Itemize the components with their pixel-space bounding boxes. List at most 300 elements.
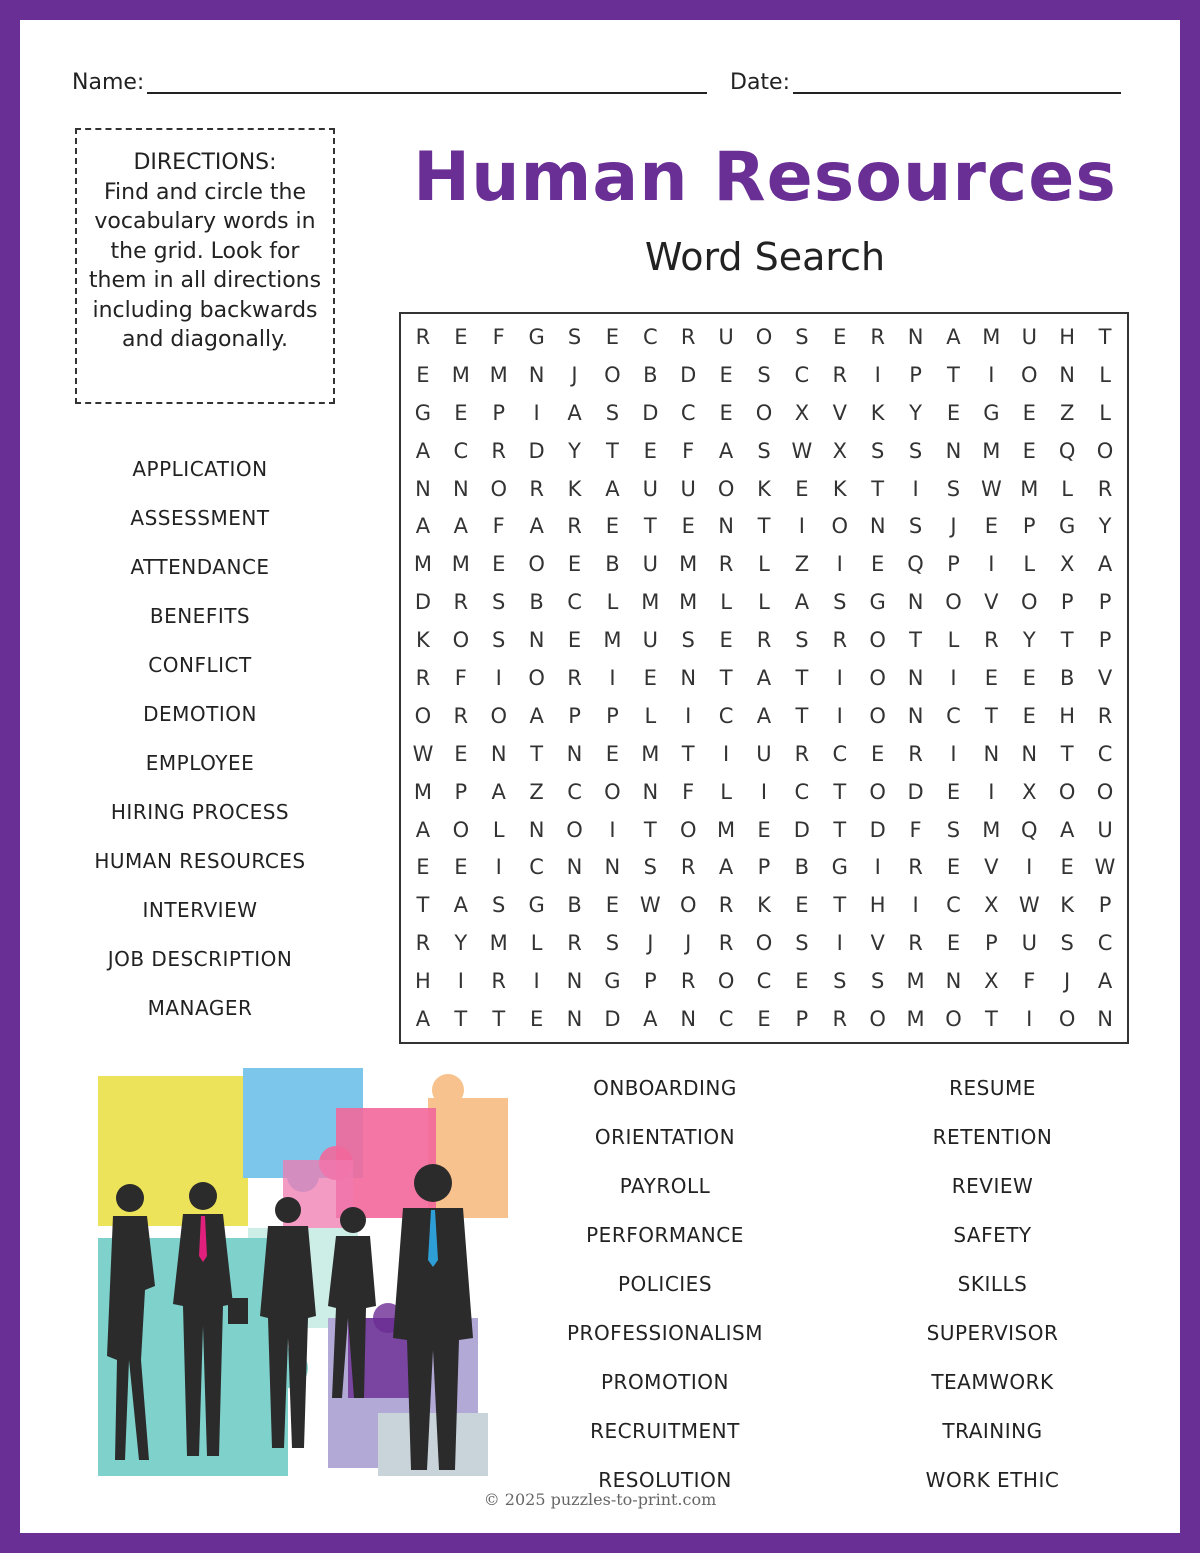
grid-letter[interactable]: L [644, 703, 657, 728]
grid-letter[interactable]: N [566, 741, 583, 766]
grid-letter[interactable]: R [718, 931, 734, 956]
grid-letter[interactable]: W [1018, 893, 1040, 918]
grid-letter[interactable]: P [1098, 893, 1112, 918]
grid-letter[interactable]: E [871, 552, 885, 577]
grid-letter[interactable]: P [1098, 590, 1112, 615]
grid-letter[interactable]: X [832, 438, 847, 463]
grid-letter[interactable]: D [642, 400, 659, 425]
grid-letter[interactable]: A [529, 514, 544, 539]
grid-letter[interactable]: C [1097, 741, 1113, 766]
grid-letter[interactable]: G [528, 893, 545, 918]
grid-letter[interactable]: O [717, 476, 735, 501]
grid-letter[interactable]: N [1059, 362, 1075, 387]
grid-letter[interactable]: J [950, 514, 957, 539]
grid-letter[interactable]: R [453, 590, 469, 615]
grid-letter[interactable]: J [647, 931, 654, 956]
grid-letter[interactable]: H [869, 893, 886, 918]
grid-letter[interactable]: L [606, 590, 619, 615]
grid-letter[interactable]: N [1097, 1007, 1113, 1032]
grid-letter[interactable]: M [413, 779, 432, 804]
grid-letter[interactable]: R [491, 969, 507, 994]
grid-letter[interactable]: S [757, 438, 771, 463]
grid-letter[interactable]: I [950, 741, 957, 766]
grid-letter[interactable]: T [833, 817, 847, 842]
grid-letter[interactable]: E [416, 855, 430, 880]
grid-letter[interactable]: Q [1058, 438, 1076, 463]
grid-letter[interactable]: M [982, 324, 1001, 349]
grid-letter[interactable]: M [603, 628, 622, 653]
grid-letter[interactable]: E [567, 628, 582, 653]
grid-letter[interactable]: S [567, 324, 582, 349]
grid-letter[interactable]: E [492, 552, 506, 577]
grid-letter[interactable]: C [794, 362, 810, 387]
grid-letter[interactable]: A [605, 476, 620, 501]
grid-letter[interactable]: E [1022, 665, 1036, 690]
grid-letter[interactable]: L [530, 931, 543, 956]
grid-letter[interactable]: P [568, 703, 581, 728]
grid-letter[interactable]: R [567, 931, 582, 956]
grid-letter[interactable]: S [833, 590, 847, 615]
grid-letter[interactable]: Y [568, 438, 581, 463]
grid-letter[interactable]: R [908, 741, 923, 766]
grid-letter[interactable]: C [756, 969, 772, 994]
grid-letter[interactable]: K [757, 893, 771, 918]
grid-letter[interactable]: I [760, 779, 768, 804]
grid-letter[interactable]: R [680, 324, 696, 349]
grid-letter[interactable]: D [907, 779, 924, 804]
grid-letter[interactable]: S [908, 438, 923, 463]
grid-letter[interactable]: R [491, 438, 507, 463]
grid-letter[interactable]: Y [1022, 628, 1036, 653]
grid-letter[interactable]: A [453, 893, 469, 918]
grid-letter[interactable]: T [947, 362, 960, 387]
grid-letter[interactable]: C [718, 703, 734, 728]
grid-letter[interactable]: V [984, 855, 999, 880]
grid-letter[interactable]: N [907, 324, 924, 349]
grid-letter[interactable]: M [489, 931, 508, 956]
grid-letter[interactable]: P [492, 400, 506, 425]
grid-letter[interactable]: T [643, 817, 657, 842]
grid-letter[interactable]: U [680, 476, 696, 501]
grid-letter[interactable]: S [833, 969, 847, 994]
grid-letter[interactable]: O [414, 703, 432, 728]
grid-letter[interactable]: K [567, 476, 582, 501]
grid-letter[interactable]: L [1099, 400, 1111, 425]
grid-letter[interactable]: C [529, 855, 544, 880]
grid-letter[interactable]: O [452, 817, 470, 842]
grid-letter[interactable]: O [869, 628, 886, 653]
grid-letter[interactable]: N [566, 1007, 583, 1032]
grid-letter[interactable]: E [605, 741, 620, 766]
grid-letter[interactable]: E [605, 514, 620, 539]
grid-letter[interactable]: Z [794, 552, 810, 577]
grid-letter[interactable]: S [908, 514, 923, 539]
grid-letter[interactable]: A [415, 1007, 431, 1032]
grid-letter[interactable]: T [719, 665, 733, 690]
grid-letter[interactable]: I [836, 552, 843, 577]
grid-letter[interactable]: Z [529, 779, 544, 804]
date-field-line[interactable] [793, 92, 1121, 94]
grid-letter[interactable]: O [566, 817, 583, 842]
grid-letter[interactable]: G [831, 855, 848, 880]
grid-letter[interactable]: O [755, 324, 773, 349]
grid-letter[interactable]: H [1059, 703, 1076, 728]
grid-letter[interactable]: T [833, 893, 847, 918]
grid-letter[interactable]: I [685, 703, 692, 728]
grid-letter[interactable]: S [795, 324, 809, 349]
grid-letter[interactable]: E [643, 438, 657, 463]
grid-letter[interactable]: O [1058, 1007, 1076, 1032]
grid-letter[interactable]: A [491, 779, 506, 804]
grid-letter[interactable]: N [907, 590, 924, 615]
grid-letter[interactable]: I [457, 969, 464, 994]
grid-letter[interactable]: N [869, 514, 886, 539]
grid-letter[interactable]: Q [1020, 817, 1038, 842]
grid-letter[interactable]: S [605, 931, 620, 956]
grid-letter[interactable]: M [679, 590, 698, 615]
grid-letter[interactable]: O [869, 779, 886, 804]
grid-letter[interactable]: T [492, 1007, 506, 1032]
grid-letter[interactable]: T [757, 514, 771, 539]
grid-letter[interactable]: O [452, 628, 470, 653]
grid-letter[interactable]: N [945, 969, 962, 994]
grid-letter[interactable]: H [415, 969, 431, 994]
grid-letter[interactable]: P [757, 855, 771, 880]
grid-letter[interactable]: X [984, 969, 999, 994]
grid-letter[interactable]: E [454, 400, 468, 425]
grid-letter[interactable]: O [490, 476, 507, 501]
grid-letter[interactable]: P [985, 931, 998, 956]
grid-letter[interactable]: M [451, 552, 470, 577]
grid-letter[interactable]: M [489, 362, 508, 387]
grid-letter[interactable]: F [682, 438, 695, 463]
grid-letter[interactable]: K [870, 400, 885, 425]
grid-letter[interactable]: O [679, 817, 697, 842]
grid-letter[interactable]: T [530, 741, 544, 766]
grid-letter[interactable]: A [718, 855, 734, 880]
grid-letter[interactable]: N [945, 438, 962, 463]
grid-letter[interactable]: R [908, 931, 923, 956]
grid-letter[interactable]: E [946, 400, 961, 425]
grid-letter[interactable]: O [1096, 779, 1114, 804]
grid-letter[interactable]: E [871, 741, 885, 766]
grid-letter[interactable]: E [454, 855, 468, 880]
grid-letter[interactable]: U [756, 741, 772, 766]
grid-letter[interactable]: E [454, 741, 468, 766]
grid-letter[interactable]: O [679, 893, 697, 918]
grid-letter[interactable]: M [413, 552, 432, 577]
grid-letter[interactable]: J [1064, 969, 1071, 994]
grid-letter[interactable]: J [571, 362, 578, 387]
grid-letter[interactable]: A [453, 514, 469, 539]
grid-letter[interactable]: M [982, 817, 1001, 842]
grid-letter[interactable]: C [642, 324, 658, 349]
grid-letter[interactable]: D [680, 362, 697, 387]
grid-letter[interactable]: T [871, 476, 885, 501]
grid-letter[interactable]: N [566, 969, 583, 994]
grid-letter[interactable]: E [719, 362, 733, 387]
grid-letter[interactable]: E [795, 969, 809, 994]
grid-letter[interactable]: T [606, 438, 619, 463]
grid-letter[interactable]: O [1020, 590, 1038, 615]
grid-letter[interactable]: Y [1098, 514, 1112, 539]
grid-letter[interactable]: S [871, 438, 885, 463]
grid-letter[interactable]: R [415, 324, 431, 349]
grid-letter[interactable]: B [1059, 665, 1075, 690]
grid-letter[interactable]: R [908, 855, 923, 880]
grid-letter[interactable]: C [567, 590, 582, 615]
grid-letter[interactable]: E [643, 665, 657, 690]
grid-letter[interactable]: S [757, 362, 771, 387]
grid-letter[interactable]: M [641, 590, 660, 615]
grid-letter[interactable]: W [639, 893, 661, 918]
grid-letter[interactable]: I [988, 362, 995, 387]
grid-letter[interactable]: X [794, 400, 810, 425]
grid-letter[interactable]: F [454, 665, 467, 690]
grid-letter[interactable]: B [643, 362, 658, 387]
grid-letter[interactable]: R [567, 514, 582, 539]
grid-letter[interactable]: R [680, 969, 696, 994]
grid-letter[interactable]: I [836, 931, 843, 956]
grid-letter[interactable]: T [454, 1007, 468, 1032]
grid-letter[interactable]: F [1023, 969, 1036, 994]
grid-letter[interactable]: E [946, 855, 961, 880]
grid-letter[interactable]: P [1098, 628, 1112, 653]
grid-letter[interactable]: T [795, 703, 809, 728]
grid-letter[interactable]: W [791, 438, 813, 463]
grid-letter[interactable]: N [907, 665, 924, 690]
grid-letter[interactable]: E [605, 324, 620, 349]
grid-letter[interactable]: T [1060, 628, 1074, 653]
grid-letter[interactable]: A [643, 1007, 658, 1032]
grid-letter[interactable]: T [795, 665, 809, 690]
grid-letter[interactable]: P [606, 703, 619, 728]
grid-letter[interactable]: I [836, 665, 843, 690]
grid-letter[interactable]: U [718, 324, 734, 349]
grid-letter[interactable]: E [757, 817, 771, 842]
grid-letter[interactable]: R [984, 628, 999, 653]
grid-letter[interactable]: D [528, 438, 545, 463]
grid-letter[interactable]: E [1060, 855, 1074, 880]
grid-letter[interactable]: S [795, 931, 809, 956]
grid-letter[interactable]: I [609, 665, 616, 690]
grid-letter[interactable]: M [906, 969, 925, 994]
grid-letter[interactable]: O [1020, 362, 1038, 387]
grid-letter[interactable]: M [641, 741, 660, 766]
grid-letter[interactable]: Y [909, 400, 922, 425]
grid-letter[interactable]: R [680, 855, 696, 880]
grid-letter[interactable]: A [1059, 817, 1075, 842]
grid-letter[interactable]: A [1097, 969, 1113, 994]
grid-letter[interactable]: K [832, 476, 847, 501]
grid-letter[interactable]: S [643, 855, 657, 880]
grid-letter[interactable]: O [717, 969, 735, 994]
grid-letter[interactable]: R [567, 665, 582, 690]
grid-letter[interactable]: Z [1059, 400, 1075, 425]
grid-letter[interactable]: A [415, 817, 431, 842]
grid-letter[interactable]: E [1022, 400, 1036, 425]
grid-letter[interactable]: T [1060, 741, 1074, 766]
name-field-line[interactable] [147, 92, 707, 94]
grid-letter[interactable]: P [1060, 590, 1074, 615]
grid-letter[interactable]: P [795, 1007, 809, 1032]
grid-letter[interactable]: M [717, 817, 736, 842]
grid-letter[interactable]: T [984, 1007, 998, 1032]
grid-letter[interactable]: U [1021, 931, 1037, 956]
grid-letter[interactable]: I [533, 969, 540, 994]
grid-letter[interactable]: S [492, 628, 506, 653]
grid-letter[interactable]: C [453, 438, 469, 463]
grid-letter[interactable]: N [1021, 741, 1038, 766]
grid-letter[interactable]: R [1097, 476, 1113, 501]
grid-letter[interactable]: X [1022, 779, 1037, 804]
grid-letter[interactable]: O [869, 703, 886, 728]
grid-letter[interactable]: G [869, 590, 886, 615]
grid-letter[interactable]: E [833, 324, 847, 349]
grid-letter[interactable]: A [1097, 552, 1113, 577]
grid-letter[interactable]: F [492, 514, 505, 539]
grid-letter[interactable]: O [604, 779, 621, 804]
grid-letter[interactable]: A [756, 703, 772, 728]
grid-letter[interactable]: A [756, 665, 772, 690]
grid-letter[interactable]: O [1096, 438, 1114, 463]
grid-letter[interactable]: A [415, 438, 431, 463]
grid-letter[interactable]: N [528, 628, 545, 653]
grid-letter[interactable]: B [794, 855, 810, 880]
grid-letter[interactable]: D [414, 590, 432, 615]
grid-letter[interactable]: C [832, 741, 848, 766]
grid-letter[interactable]: C [794, 779, 810, 804]
grid-letter[interactable]: I [988, 552, 995, 577]
grid-letter[interactable]: F [682, 779, 695, 804]
grid-letter[interactable]: I [1026, 855, 1033, 880]
grid-letter[interactable]: C [567, 779, 582, 804]
grid-letter[interactable]: I [836, 703, 843, 728]
grid-letter[interactable]: O [528, 552, 545, 577]
grid-letter[interactable]: T [643, 514, 657, 539]
grid-letter[interactable]: O [528, 665, 545, 690]
grid-letter[interactable]: S [946, 476, 961, 501]
grid-letter[interactable]: N [680, 665, 697, 690]
grid-letter[interactable]: Y [454, 931, 468, 956]
grid-letter[interactable]: E [605, 893, 620, 918]
grid-letter[interactable]: A [567, 400, 582, 425]
grid-letter[interactable]: I [533, 400, 540, 425]
grid-letter[interactable]: V [1097, 665, 1113, 690]
grid-letter[interactable]: L [947, 628, 960, 653]
grid-letter[interactable]: M [906, 1007, 925, 1032]
grid-letter[interactable]: R [453, 703, 469, 728]
grid-letter[interactable]: T [416, 893, 430, 918]
grid-letter[interactable]: S [795, 628, 809, 653]
grid-letter[interactable]: N [528, 362, 545, 387]
grid-letter[interactable]: G [1059, 514, 1076, 539]
grid-letter[interactable]: C [946, 703, 961, 728]
grid-letter[interactable]: J [685, 931, 692, 956]
grid-letter[interactable]: C [1097, 931, 1113, 956]
grid-letter[interactable]: L [1023, 552, 1036, 577]
grid-letter[interactable]: P [643, 969, 657, 994]
grid-letter[interactable]: D [604, 1007, 621, 1032]
grid-letter[interactable]: A [415, 514, 431, 539]
grid-letter[interactable]: O [755, 931, 773, 956]
grid-letter[interactable]: P [1022, 514, 1036, 539]
grid-letter[interactable]: T [984, 703, 998, 728]
grid-letter[interactable]: A [794, 590, 810, 615]
grid-letter[interactable]: L [720, 779, 732, 804]
grid-letter[interactable]: A [946, 324, 961, 349]
grid-letter[interactable]: I [912, 476, 919, 501]
grid-letter[interactable]: T [833, 779, 847, 804]
grid-letter[interactable]: I [495, 855, 502, 880]
grid-letter[interactable]: E [416, 362, 430, 387]
grid-letter[interactable]: A [529, 703, 544, 728]
grid-letter[interactable]: R [718, 893, 734, 918]
grid-letter[interactable]: R [415, 665, 431, 690]
grid-letter[interactable]: L [1099, 362, 1111, 387]
grid-letter[interactable]: S [605, 400, 620, 425]
grid-letter[interactable]: F [492, 324, 505, 349]
grid-letter[interactable]: N [452, 476, 469, 501]
grid-letter[interactable]: L [1061, 476, 1073, 501]
grid-letter[interactable]: I [798, 514, 805, 539]
grid-letter[interactable]: R [756, 628, 772, 653]
grid-letter[interactable]: W [412, 741, 434, 766]
grid-letter[interactable]: U [1021, 324, 1037, 349]
grid-letter[interactable]: E [984, 514, 998, 539]
grid-letter[interactable]: I [495, 665, 502, 690]
grid-letter[interactable]: R [794, 741, 810, 766]
grid-letter[interactable]: S [681, 628, 695, 653]
grid-letter[interactable]: K [757, 476, 771, 501]
grid-letter[interactable]: S [871, 969, 885, 994]
grid-letter[interactable]: E [719, 400, 733, 425]
grid-letter[interactable]: R [832, 628, 848, 653]
grid-letter[interactable]: P [909, 362, 922, 387]
grid-letter[interactable]: I [874, 362, 881, 387]
grid-letter[interactable]: L [492, 817, 505, 842]
grid-letter[interactable]: V [870, 931, 885, 956]
grid-letter[interactable]: M [679, 552, 698, 577]
grid-letter[interactable]: S [492, 590, 506, 615]
grid-letter[interactable]: E [567, 552, 582, 577]
grid-letter[interactable]: X [1059, 552, 1075, 577]
grid-letter[interactable]: S [1060, 931, 1074, 956]
grid-letter[interactable]: N [680, 1007, 697, 1032]
grid-letter[interactable]: R [1097, 703, 1113, 728]
grid-letter[interactable]: E [1022, 703, 1036, 728]
grid-letter[interactable]: E [1022, 438, 1036, 463]
grid-letter[interactable]: P [454, 779, 468, 804]
grid-letter[interactable]: N [907, 703, 924, 728]
grid-letter[interactable]: M [982, 438, 1001, 463]
grid-letter[interactable]: K [416, 628, 430, 653]
grid-letter[interactable]: E [454, 324, 468, 349]
grid-letter[interactable]: O [604, 362, 621, 387]
grid-letter[interactable]: D [869, 817, 886, 842]
grid-letter[interactable]: O [490, 703, 507, 728]
grid-letter[interactable]: X [984, 893, 999, 918]
grid-letter[interactable]: G [983, 400, 1000, 425]
grid-letter[interactable]: R [529, 476, 544, 501]
grid-letter[interactable]: O [831, 514, 849, 539]
grid-letter[interactable]: I [1026, 1007, 1033, 1032]
grid-letter[interactable]: B [567, 893, 582, 918]
grid-letter[interactable]: N [718, 514, 734, 539]
grid-letter[interactable]: O [869, 665, 886, 690]
grid-letter[interactable]: R [832, 1007, 848, 1032]
grid-letter[interactable]: G [414, 400, 432, 425]
